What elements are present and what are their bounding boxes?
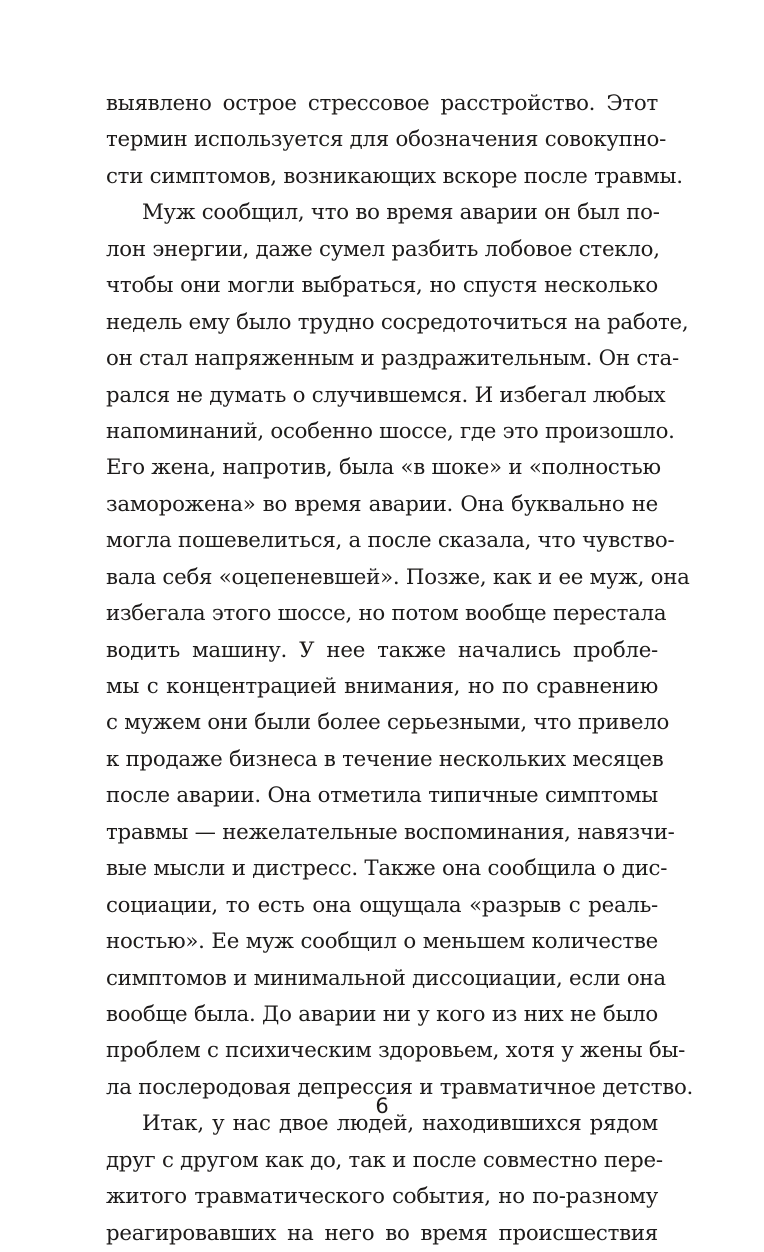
text-line: друг с другом как до, так и после совместно пере- — [106, 1147, 663, 1173]
text-line: Муж сообщил, что во время аварии он был по- — [142, 200, 660, 226]
text-line: вала себя «оцепеневшей». Позже, как и ее муж, она — [106, 564, 690, 590]
text-line: могла пошевелиться, а после сказала, что чувство- — [106, 528, 675, 554]
text-line: симптомов и минимальной диссоциации, если она — [106, 965, 666, 991]
paragraph — [106, 1106, 663, 1252]
text-line: сти симптомов, возникающих вскоре после травмы. — [106, 163, 683, 189]
text-line: Итак, у нас двое людей, находившихся рядом — [142, 1111, 658, 1137]
text-line: избегала этого шоссе, но потом вообще перестала — [106, 601, 667, 627]
text-line: водить машину. У нее также начались пробле- — [106, 637, 658, 663]
text-line: вообще была. До аварии ни у кого из них не было — [106, 1001, 658, 1027]
text-line: реагировавших на него во время происшествия — [106, 1220, 658, 1246]
text-line: после аварии. Она отметила типичные симптомы — [106, 783, 658, 809]
text-line: травмы — нежелательные воспоминания, навязчи- — [106, 819, 675, 845]
text-line: мы с концентрацией внимания, но по сравнению — [106, 674, 658, 699]
text-line: напоминаний, особенно шоссе, где это произошло. — [106, 418, 675, 444]
body-text — [106, 86, 694, 1252]
text-line: заморожена» во время аварии. Она буквально не — [106, 491, 658, 517]
text-line: вые мысли и дистресс. Также она сообщила о дис- — [106, 856, 668, 882]
text-line: социации, то есть она ощущала «разрыв с реаль- — [106, 892, 658, 918]
text-line: рался не думать о случившемся. И избегал любых — [106, 382, 666, 408]
text-line: недель ему было трудно сосредоточиться на работе, — [106, 309, 689, 335]
text-line: чтобы они могли выбраться, но спустя несколько — [106, 273, 658, 299]
paragraph — [106, 86, 683, 195]
text-line: к продаже бизнеса в течение нескольких месяцев — [106, 746, 664, 772]
paragraph — [106, 195, 694, 1106]
text-line: он стал напряженным и раздражительным. Он ста- — [106, 346, 679, 372]
text-line: проблем с психическим здоровьем, хотя у жены бы- — [106, 1038, 686, 1064]
text-line: Его жена, напротив, была «в шоке» и «полностью — [106, 455, 661, 481]
text-line: лон энергии, даже сумел разбить лобовое стекло, — [106, 236, 660, 262]
text-line: термин используется для обозначения совокупно- — [106, 127, 667, 153]
text-line: житого травматического события, но по-разному — [106, 1184, 658, 1210]
text-line: ла послеродовая депрессия и травматичное детство. — [106, 1074, 694, 1100]
page-number: 6 — [375, 1094, 389, 1118]
text-line: ностью». Ее муж сообщил о меньшем количестве — [106, 929, 658, 955]
text-line: с мужем они были более серьезными, что привело — [106, 710, 670, 736]
text-line: выявлено острое стрессовое расстройство. Этот — [106, 91, 658, 116]
